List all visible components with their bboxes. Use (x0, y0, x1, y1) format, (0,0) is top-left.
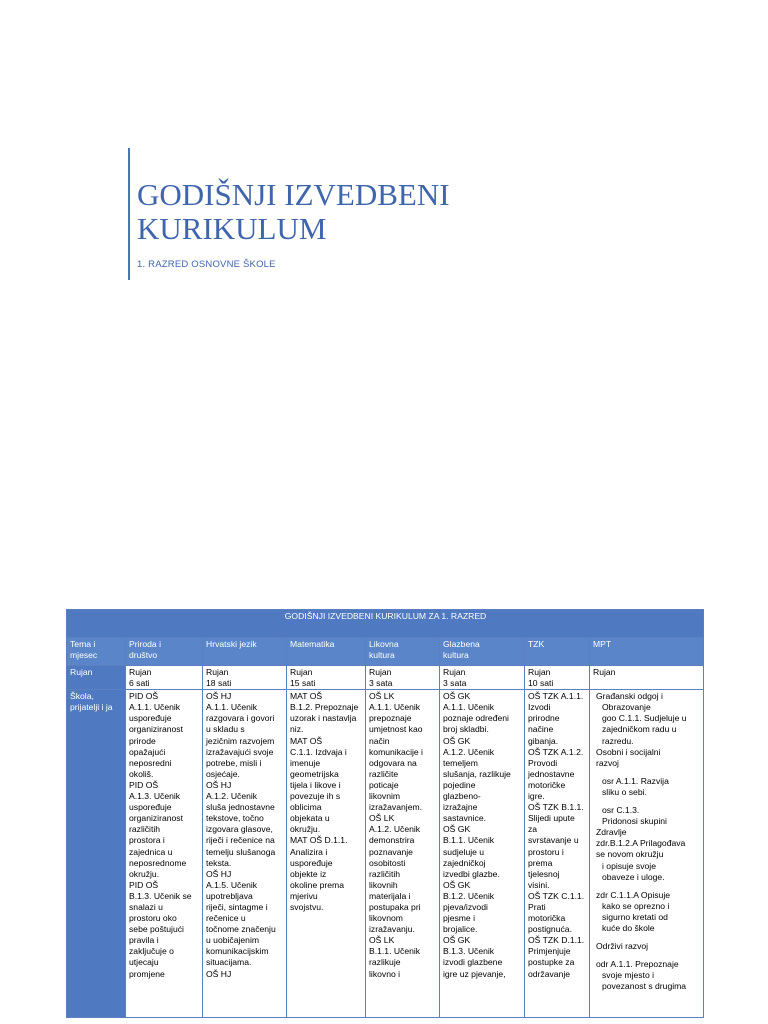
cell-line: B.1.2. Učenik (443, 890, 495, 901)
cell-line: 15 sati (290, 678, 316, 689)
cell-line: MAT OŠ D.1.1. (290, 835, 348, 846)
cell-line: Izvodi (528, 702, 551, 713)
cell-line: Rujan (290, 667, 313, 677)
cell-line: Glazbena (443, 639, 480, 649)
header-cell (287, 638, 366, 666)
cell-line: Provodi (528, 757, 558, 768)
mpt-line: Održivi razvoj (596, 941, 649, 952)
mpt-line: povezanost s drugima (602, 981, 687, 992)
mpt-line: se novom okružju (596, 849, 664, 860)
cell-line: tjelesnoj (528, 868, 560, 879)
cell-line: slušanja, razlikuje (443, 768, 511, 779)
cell-line: svrstavanje u (528, 835, 579, 846)
cell-line: brojalice. (443, 924, 478, 935)
mpt-line: Pridonosi skupini (602, 816, 667, 827)
cell-line: 18 sati (206, 678, 232, 689)
cell-line: održavanje (528, 968, 571, 979)
cell-line: temelju slušanoga (206, 846, 276, 857)
cell-line: Rujan (528, 667, 551, 677)
cell-line: A.1.5. Učenik (206, 879, 258, 890)
cell-line: poznavanje (369, 846, 413, 857)
cell-line: OŠ GK (443, 691, 471, 702)
cell-line: B.1.3. Učenik se (129, 890, 192, 901)
cell-line: geometrijska (290, 768, 339, 779)
mpt-line: kako se oprezno i (602, 900, 670, 911)
cell-line: rečenice u (206, 913, 246, 924)
month-cell (525, 666, 590, 690)
cell-line: A.1.1. Učenik (443, 702, 495, 713)
cell-line: sudjeluje u (443, 846, 485, 857)
month-cell (126, 666, 203, 690)
mpt-line: goo C.1.1. Sudjeluje u (602, 713, 687, 724)
mpt-cell (590, 690, 704, 1018)
cell-line: zaključuje o (129, 946, 174, 957)
cell-line: Rujan (593, 667, 616, 677)
cell-line: TZK (528, 639, 545, 649)
table-row-month (67, 666, 704, 690)
cell-line: snalazi u (129, 901, 163, 912)
cell-line: poticaje (369, 779, 399, 790)
cell-line: postignuća. (528, 924, 572, 935)
cell-line: A.1.2. Učenik (369, 824, 421, 835)
cell-line: OŠ TZK C.1.1. (528, 890, 585, 901)
cell-line: 3 sata (443, 678, 467, 689)
cell-line: organiziranost (129, 724, 183, 735)
cell-line: prostoru i (528, 846, 564, 857)
cell-line: OŠ HJ (206, 691, 232, 702)
cell-line: A.1.3. Učenik (129, 791, 181, 802)
cell-line: MAT OŠ (290, 691, 323, 702)
cell-line: likovnim (369, 791, 401, 802)
cell-line: osjećaje. (206, 768, 240, 779)
cell-line: materijala i (369, 890, 411, 901)
cell-line: B.1.2. Prepoznaje (290, 702, 359, 713)
mpt-line: sliku o sebi. (602, 786, 647, 797)
mpt-line: razvoj (596, 757, 619, 768)
cell-line: prirodne (528, 713, 560, 724)
cell-line: načine (528, 724, 554, 735)
mpt-line: Obrazovanje (602, 702, 651, 713)
cell-line: OŠ GK (443, 735, 471, 746)
cell-line: OŠ LK (369, 935, 395, 946)
cell-line: različite (369, 768, 399, 779)
cell-line: u uobičajenim (206, 935, 260, 946)
cell-line: OŠ LK (369, 691, 395, 702)
theme-cell (67, 690, 126, 1018)
cell-line: oblicima (290, 802, 322, 813)
cell-line: broj skladbi. (443, 724, 489, 735)
cell-line: jednostavne (528, 768, 575, 779)
cell-line: opažajući (129, 746, 166, 757)
mpt-line: zdr.B.1.2.A Prilagođava (596, 838, 686, 849)
mpt-line: Građanski odgoj i (596, 691, 663, 702)
cell-line: teksta. (206, 857, 232, 868)
cell-line: 3 sata (369, 678, 393, 689)
curriculum-table (66, 609, 704, 1018)
cell-line: razgovara i govori (206, 713, 275, 724)
cell-line: uspoređuje (129, 713, 172, 724)
mpt-line: zajedničkom radu u (602, 724, 677, 735)
cell-line: tekstove, točno (206, 813, 264, 824)
cell-line: tijela i likove i (290, 779, 341, 790)
cell-line: OŠ GK (443, 824, 471, 835)
cell-line: MPT (593, 639, 612, 649)
cell-line: neposredni (129, 757, 172, 768)
header-cell (440, 638, 525, 666)
cell-line: organiziranost (129, 813, 183, 824)
cell-line: OŠ TZK A.1.2. (528, 746, 584, 757)
cell-line: Rujan (129, 667, 152, 677)
header-cell (203, 638, 287, 666)
mpt-line: sigurno kretati od (602, 911, 668, 922)
cell-line: izvedbi glazbe. (443, 868, 500, 879)
header-cell (590, 638, 704, 666)
cell-line: niz. (290, 724, 304, 735)
month-cell (366, 666, 440, 690)
cell-line: Prati (528, 901, 546, 912)
title-line-2: KURIKULUM (137, 211, 327, 246)
cell-line: OŠ HJ (206, 968, 232, 979)
outcome-cell (525, 690, 590, 1018)
cell-line: uspoređuje (129, 802, 172, 813)
cell-line: mjesec (70, 650, 98, 661)
cell-line: likovno i (369, 968, 401, 979)
cell-line: OŠ HJ (206, 868, 232, 879)
cell-line: Rujan (206, 667, 229, 677)
cell-line: pojedine (443, 779, 476, 790)
cell-line: postupaka pri (369, 901, 421, 912)
cell-line: OŠ GK (443, 879, 471, 890)
cell-line: jezičnim razvojem (206, 735, 275, 746)
cell-line: okružju. (129, 868, 160, 879)
mpt-line: osr A.1.1. Razvija (602, 775, 669, 786)
cell-line: PID OŠ (129, 779, 159, 790)
cell-line: Škola, (70, 691, 94, 702)
cell-line: izražavanju. (369, 924, 415, 935)
cell-line: sastavnice. (443, 813, 486, 824)
cell-line: izvodi glazbene (443, 957, 503, 968)
cell-line: objekata u (290, 813, 330, 824)
cell-line: riječi, sintagme i (206, 901, 268, 912)
header-cell (67, 638, 126, 666)
cell-line: Matematika (290, 639, 335, 649)
cell-line: izražavajući svoje (206, 746, 274, 757)
month-cell (590, 666, 704, 690)
cell-line: uzorak i nastavlja (290, 713, 357, 724)
cell-line: prema (528, 857, 553, 868)
cell-line: prostora i (129, 835, 165, 846)
cell-line: Priroda i (129, 639, 161, 649)
cell-line: potrebe, misli i (206, 757, 262, 768)
cell-line: 6 sati (129, 678, 150, 689)
document-title (137, 178, 597, 246)
cell-line: igre uz pjevanje, (443, 968, 506, 979)
cell-line: neposrednome (129, 857, 187, 868)
cell-line: C.1.1. Izdvaja i (290, 746, 347, 757)
month-cell (287, 666, 366, 690)
cell-line: sluša jednostavne (206, 802, 275, 813)
cell-line: A.1.1. Učenik (369, 702, 421, 713)
cell-line: poznaje određeni (443, 713, 509, 724)
cell-line: izražavanjem. (369, 802, 423, 813)
title-line-1: GODIŠNJI IZVEDBENI (137, 177, 450, 212)
cell-line: promjene (129, 968, 165, 979)
mpt-line: Osobni i socijalni (596, 746, 661, 757)
mpt-line: svoje mjesto i (602, 970, 655, 981)
month-cell (203, 666, 287, 690)
outcome-cell (126, 690, 203, 1018)
mpt-line: kuće do škole (602, 922, 655, 933)
cell-line: okoliš. (129, 768, 154, 779)
mpt-line: odr A.1.1. Prepoznaje (596, 959, 679, 970)
cell-line: OŠ LK (369, 813, 395, 824)
cell-line: A.1.2. Učenik (443, 746, 495, 757)
cell-line: način (369, 735, 390, 746)
header-cell (525, 638, 590, 666)
table-caption: GODIŠNJI IZVEDBENI KURIKULUM ZA 1. RAZRED (67, 610, 704, 638)
header-cell (366, 638, 440, 666)
cell-line: prirode (129, 735, 156, 746)
mpt-line: zdr C.1.1.A Opisuje (596, 889, 671, 900)
mpt-line: razredu. (602, 735, 634, 746)
cell-line: B.1.1. Učenik (369, 946, 421, 957)
cell-line: postupke za (528, 957, 575, 968)
cell-line: različitih (369, 868, 401, 879)
cell-line: imenuje (290, 757, 321, 768)
mpt-line: i opisuje svoje (602, 860, 656, 871)
cell-line: OŠ HJ (206, 779, 232, 790)
cell-line: komunikacije i (369, 746, 423, 757)
cell-line: osobitosti (369, 857, 406, 868)
cell-line: igre. (528, 791, 545, 802)
cell-line: 10 sati (528, 678, 554, 689)
outcome-cell (366, 690, 440, 1018)
cell-line: sebe poštujući (129, 924, 184, 935)
cell-line: prepoznaje (369, 713, 412, 724)
cell-line: Hrvatski jezik (206, 639, 257, 649)
cell-line: OŠ GK (443, 935, 471, 946)
cell-line: društvo (129, 650, 158, 661)
cell-line: pjesme i (443, 913, 475, 924)
cell-line: mjerivu (290, 890, 318, 901)
cell-line: OŠ TZK D.1.1. (528, 935, 585, 946)
cell-line: temeljem (443, 757, 478, 768)
document-subtitle: 1. RAZRED OSNOVNE ŠKOLE (137, 259, 276, 270)
cell-line: točnome značenju (206, 924, 276, 935)
cell-line: uspoređuje (290, 857, 333, 868)
cell-line: utjecaju (129, 957, 159, 968)
cell-line: okružju. (290, 824, 321, 835)
cell-line: Rujan (443, 667, 466, 677)
cell-line: okoline prema (290, 879, 344, 890)
mpt-line: obaveze i uloge. (602, 871, 665, 882)
cell-line: B.1.1. Učenik (443, 835, 495, 846)
cell-line: zajednica u (129, 846, 173, 857)
outcome-cell (203, 690, 287, 1018)
cell-line: motoričke (528, 779, 566, 790)
cell-line: pravila i (129, 935, 159, 946)
cell-line: situacijama. (206, 957, 252, 968)
cell-line: PID OŠ (129, 879, 159, 890)
cell-line: Analizira i (290, 846, 328, 857)
cell-line: glazbeno- (443, 791, 481, 802)
header-cell (126, 638, 203, 666)
cell-line: svojstvu. (290, 901, 324, 912)
cell-line: Rujan (369, 667, 392, 677)
cell-line: kultura (369, 650, 395, 661)
cell-line: OŠ TZK B.1.1. (528, 802, 584, 813)
cell-line: A.1.1. Učenik (206, 702, 258, 713)
title-accent-bar (128, 148, 130, 280)
cell-line: gibanja. (528, 735, 559, 746)
outcome-cell (287, 690, 366, 1018)
cell-line: demonstrira (369, 835, 415, 846)
outcome-cell (440, 690, 525, 1018)
month-cell (440, 666, 525, 690)
cell-line: A.1.2. Učenik (206, 791, 258, 802)
cell-line: Rujan (70, 667, 93, 677)
cell-line: pjeva/izvodi (443, 901, 488, 912)
cell-line: Tema i (70, 639, 96, 649)
cell-line: MAT OŠ (290, 735, 323, 746)
cell-line: Primjenjuje (528, 946, 571, 957)
cell-line: razlikuje (369, 957, 401, 968)
cell-line: izražajne (443, 802, 478, 813)
mpt-line: osr C.1.3. (602, 805, 640, 816)
cell-line: visini. (528, 879, 550, 890)
cell-line: OŠ TZK A.1.1. (528, 691, 584, 702)
cell-line: komunikacijskim (206, 946, 269, 957)
cell-line: Slijedi upute (528, 813, 575, 824)
cell-line: A.1.1. Učenik (129, 702, 181, 713)
cell-line: izgovara glasove, (206, 824, 273, 835)
cell-line: PID OŠ (129, 691, 159, 702)
cell-line: B.1.3. Učenik (443, 946, 495, 957)
mpt-line: Zdravlje (596, 827, 627, 838)
cell-line: prijatelji i ja (70, 702, 113, 713)
cell-line: motorička (528, 913, 566, 924)
cell-line: povezuje ih s (290, 791, 341, 802)
cell-line: umjetnost kao (369, 724, 423, 735)
table-header-row (67, 638, 704, 666)
cell-line: odgovara na (369, 757, 417, 768)
cell-line: zajedničkoj (443, 857, 486, 868)
month-cell (67, 666, 126, 690)
table-row-content (67, 690, 704, 1018)
cell-line: za (528, 824, 538, 835)
cell-line: likovnih (369, 879, 398, 890)
cell-line: riječi i rečenice na (206, 835, 275, 846)
cell-line: objekte iz (290, 868, 327, 879)
cell-line: upotrebljava (206, 890, 253, 901)
cell-line: likovnom (369, 913, 403, 924)
cell-line: prostoru oko (129, 913, 177, 924)
cell-line: Likovna (369, 639, 399, 649)
cell-line: kultura (443, 650, 469, 661)
cell-line: različitih (129, 824, 161, 835)
cell-line: u skladu s (206, 724, 245, 735)
